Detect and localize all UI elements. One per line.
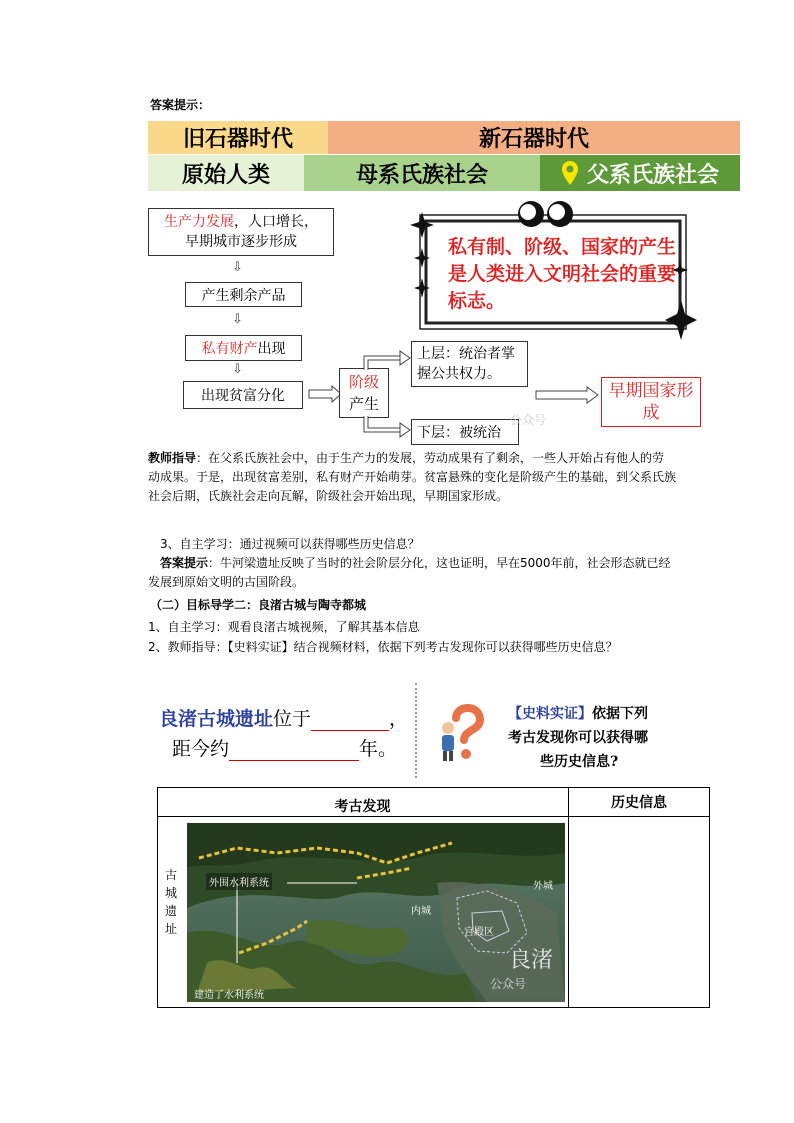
- col-header-discovery: 考古发现: [334, 799, 391, 815]
- watermark-text: 公众号: [510, 413, 547, 427]
- map-label-outer-water: 外围水利系统: [206, 873, 272, 890]
- teacher-note: [148, 449, 676, 506]
- class-line2: 产生: [348, 395, 379, 413]
- teacher-note-body: ：在父系氏族社会中，由于生产力的发展，劳动成果有了剩余，一些人开始占有他人的劳动成果。于是，出现贫富差别，私有财产开始萌芽。贫富悬殊的变化是阶级产生的基础，到父系氏族社会后期，氏族社会走向瓦解，阶级社会开始出现，早期国家形成。: [148, 451, 677, 503]
- down-arrow-icon: ⇩: [232, 260, 243, 275]
- row-label: 古城遗址: [165, 868, 178, 936]
- callout-text: 私有制、阶级、国家的产生是人类进入文明社会的重要标志。: [448, 236, 677, 312]
- map-label-built: 建造了水利系统: [194, 990, 264, 1001]
- down-arrow-icon: ⇩: [232, 312, 243, 327]
- class-red-text: 阶级: [348, 373, 379, 391]
- evidence-text-1: 依据下列: [592, 706, 648, 722]
- patriarchal-label: 父系氏族社会: [586, 161, 719, 188]
- upper-class-box: 上层：统治者掌握公共权力。: [411, 341, 528, 387]
- evidence-bracket: 【史料实证】: [508, 706, 592, 722]
- table-col-line: [568, 787, 569, 1008]
- location-blank[interactable]: [311, 712, 389, 731]
- map-label-inner-city: 内城: [411, 906, 431, 917]
- map-logo-text: 良渚: [509, 948, 554, 973]
- ago-text: 距今约: [172, 738, 230, 760]
- question-person-icon: [436, 700, 500, 764]
- item-2: 2、教师指导：【史料实证】结合视频材料，依据下列考古发现你可以获得哪些历史信息？: [148, 640, 618, 654]
- divider: [415, 683, 417, 778]
- item-1: 1、自主学习：观看良渚古城视频，了解其基本信息: [148, 620, 420, 634]
- productivity-line2: 早期城市逐步形成: [185, 234, 297, 250]
- col-header-history: 历史信息: [611, 795, 667, 811]
- answer-3-label: 答案提示: [160, 556, 209, 570]
- lower-class-box: 下层：被统治: [411, 419, 519, 445]
- surplus-box: 产生剩余产品: [185, 282, 302, 307]
- located-text: 位于: [273, 708, 312, 730]
- right-arrow-icon: [308, 385, 342, 403]
- site-name: 良渚古城遗址: [159, 708, 274, 730]
- table-header-line: [157, 816, 710, 817]
- evidence-text-3: 些历史信息?: [540, 754, 619, 770]
- private-property-red: 私有财产: [201, 341, 258, 357]
- productivity-box: [148, 208, 334, 256]
- map-label-palace: 宫殿区: [464, 927, 494, 938]
- private-property-box: [185, 335, 302, 361]
- neolithic-cell: 新石器时代: [328, 121, 740, 154]
- section-2-title: （二）目标导学二：良渚古城与陶寺都城: [150, 598, 367, 612]
- right-arrow-icon: [535, 386, 599, 404]
- fill-line-1: [159, 704, 408, 731]
- fill-line-2: [172, 734, 397, 761]
- primitive-humans-cell: 原始人类: [148, 155, 304, 191]
- question-3: 3、自主学习：通过视频可以获得哪些历史信息？: [160, 537, 420, 551]
- wealth-gap-box: 出现贫富分化: [183, 381, 303, 409]
- productivity-rest-text: ，人口增长，: [234, 214, 318, 230]
- paleolithic-cell: 旧石器时代: [148, 121, 328, 154]
- answer-3-body: ：牛河梁遗址反映了当时的社会阶层分化，这也证明，早在5000年前，社会形态就已经发展到原始文明的古国阶段。: [148, 556, 671, 589]
- productivity-red-text: 生产力发展: [164, 214, 234, 230]
- evidence-text-2: 考古发现你可以获得哪: [508, 730, 648, 746]
- comma-text: ，: [389, 708, 409, 730]
- years-blank[interactable]: [229, 742, 359, 761]
- branch-arrows: [360, 348, 412, 438]
- map-label-outer-city: 外城: [533, 881, 553, 892]
- private-property-rest: 出现: [257, 341, 286, 357]
- evidence-text: [508, 702, 648, 774]
- watermark-text: 公众号: [490, 977, 527, 991]
- matriarchal-cell: 母系氏族社会: [304, 155, 540, 191]
- patriarchal-cell: [540, 155, 740, 191]
- down-arrow-icon: ⇩: [232, 362, 243, 377]
- early-state-box: 早期国家形成: [601, 377, 701, 427]
- answer-hint-label: 答案提示：: [150, 98, 211, 112]
- answer-3: [148, 554, 676, 592]
- location-pin-icon: [561, 160, 579, 186]
- teacher-note-label: 教师指导: [148, 451, 197, 465]
- year-text: 年。: [359, 738, 398, 760]
